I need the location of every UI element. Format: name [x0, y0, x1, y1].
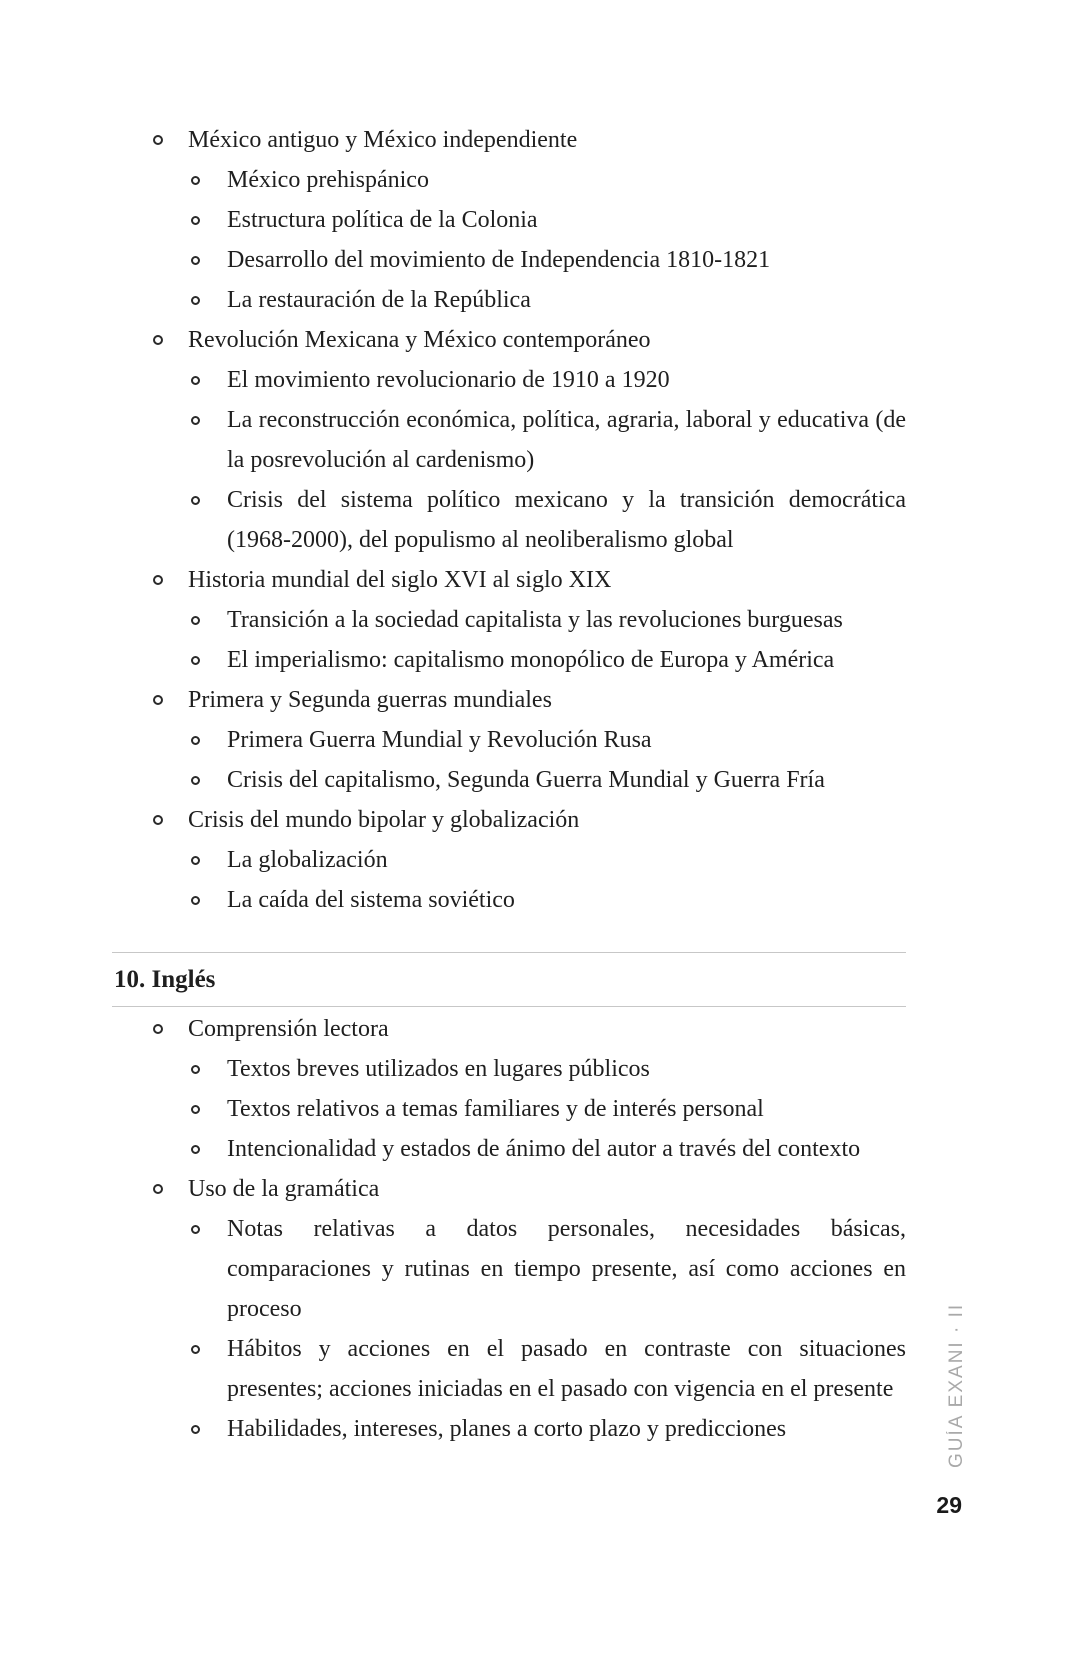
ring-bullet-icon — [191, 176, 200, 185]
topic-row — [112, 560, 906, 600]
subtopic-label: Intencionalidad y estados de ánimo del autor a través del contexto — [227, 1136, 861, 1162]
page-content — [112, 120, 906, 1449]
subtopic-label: Habilidades, intereses, planes a corto plazo y predicciones — [227, 1416, 787, 1442]
subtopic-label: La globalización — [227, 847, 388, 873]
subtopic-list — [112, 160, 906, 320]
subtopic-list — [112, 1049, 906, 1169]
subtopic-list — [112, 840, 906, 920]
subtopic-row — [112, 640, 906, 680]
ring-bullet-icon — [191, 616, 200, 625]
subtopic-list — [112, 600, 906, 680]
topic-label: Primera y Segunda guerras mundiales — [188, 687, 552, 713]
bullet-box — [112, 880, 227, 905]
subtopic-label: Textos breves utilizados en lugares públicos — [227, 1056, 650, 1082]
subtopic-row — [112, 400, 906, 480]
subtopic-row — [112, 1129, 906, 1169]
ring-bullet-icon — [191, 1345, 200, 1354]
ring-bullet-icon — [191, 736, 200, 745]
ring-bullet-icon — [191, 256, 200, 265]
subtopic-row — [112, 280, 906, 320]
ring-bullet-icon — [153, 1024, 163, 1034]
subtopic-label: La caída del sistema soviético — [227, 887, 515, 913]
ring-bullet-icon — [153, 1184, 163, 1194]
ring-bullet-icon — [191, 1225, 200, 1234]
subtopic-row — [112, 1049, 906, 1089]
topic-label: Uso de la gramática — [188, 1176, 380, 1202]
bullet-box — [112, 160, 227, 185]
topic-row — [112, 680, 906, 720]
topic-label: Crisis del mundo bipolar y globalización — [188, 807, 580, 833]
subtopic-row — [112, 600, 906, 640]
bullet-box — [112, 1049, 227, 1074]
bullet-box — [112, 840, 227, 865]
subtopic-label: Notas relativas a datos personales, necesidades básicas, comparaciones y rutinas en tiempo presente, así como acciones en proceso — [227, 1216, 906, 1322]
ring-bullet-icon — [153, 575, 163, 585]
bullet-box — [112, 240, 227, 265]
subtopic-row — [112, 840, 906, 880]
bullet-box — [112, 400, 227, 425]
subtopic-row — [112, 160, 906, 200]
subtopic-label: Crisis del capitalismo, Segunda Guerra Mundial y Guerra Fría — [227, 767, 825, 793]
topic-block — [112, 1169, 906, 1449]
topic-block — [112, 120, 906, 320]
ring-bullet-icon — [153, 135, 163, 145]
subtopic-row — [112, 480, 906, 560]
bullet-box — [112, 720, 227, 745]
subtopic-row — [112, 760, 906, 800]
topic-block — [112, 800, 906, 920]
subtopic-label: La reconstrucción económica, política, agraria, laboral y educativa (de la posrevolución al cardenismo) — [227, 407, 906, 473]
bullet-box — [112, 280, 227, 305]
bullet-box — [112, 320, 188, 345]
ring-bullet-icon — [191, 776, 200, 785]
subtopic-label: La restauración de la República — [227, 287, 531, 313]
topic-row — [112, 1169, 906, 1209]
subtopic-label: El movimiento revolucionario de 1910 a 1920 — [227, 367, 670, 393]
ring-bullet-icon — [191, 376, 200, 385]
bullet-box — [112, 560, 188, 585]
topic-block — [112, 560, 906, 680]
bullet-box — [112, 640, 227, 665]
subtopic-row — [112, 360, 906, 400]
side-label: GUÍA EXANI · II — [946, 1302, 967, 1468]
subtopic-row — [112, 240, 906, 280]
subtopic-list — [112, 360, 906, 560]
subtopic-row — [112, 1089, 906, 1129]
ring-bullet-icon — [153, 335, 163, 345]
bullet-box — [112, 360, 227, 385]
ring-bullet-icon — [191, 856, 200, 865]
topic-row — [112, 1009, 906, 1049]
topic-row — [112, 120, 906, 160]
topic-label: Historia mundial del siglo XVI al siglo XIX — [188, 567, 612, 593]
bullet-box — [112, 1169, 188, 1194]
ring-bullet-icon — [191, 1065, 200, 1074]
topic-label: México antiguo y México independiente — [188, 127, 578, 153]
subtopic-label: Textos relativos a temas familiares y de interés personal — [227, 1096, 764, 1122]
subtopic-label: Transición a la sociedad capitalista y las revoluciones burguesas — [227, 607, 843, 633]
ring-bullet-icon — [191, 416, 200, 425]
topic-label: Revolución Mexicana y México contemporáneo — [188, 327, 651, 353]
ring-bullet-icon — [191, 1425, 200, 1434]
bullet-box — [112, 1009, 188, 1034]
ring-bullet-icon — [153, 815, 163, 825]
bullet-box — [112, 1409, 227, 1434]
page-number: 29 — [936, 1492, 962, 1518]
ring-bullet-icon — [191, 296, 200, 305]
subtopic-label: Desarrollo del movimiento de Independencia 1810-1821 — [227, 247, 771, 273]
topic-row — [112, 320, 906, 360]
bullet-box — [112, 800, 188, 825]
ring-bullet-icon — [153, 695, 163, 705]
ring-bullet-icon — [191, 896, 200, 905]
subtopic-row — [112, 720, 906, 760]
subtopic-row — [112, 1409, 906, 1449]
subtopic-label: México prehispánico — [227, 167, 429, 193]
bullet-box — [112, 200, 227, 225]
subtopic-label: Estructura política de la Colonia — [227, 207, 538, 233]
topic-block — [112, 1009, 906, 1169]
bullet-box — [112, 120, 188, 145]
subtopic-row — [112, 880, 906, 920]
subtopic-label: Hábitos y acciones en el pasado en contraste con situaciones presentes; acciones iniciadas en el pasado con vigencia en el presente — [227, 1336, 906, 1402]
ring-bullet-icon — [191, 1145, 200, 1154]
bullet-box — [112, 760, 227, 785]
subtopic-row — [112, 1209, 906, 1329]
ring-bullet-icon — [191, 1105, 200, 1114]
topic-row — [112, 800, 906, 840]
subtopic-label: Crisis del sistema político mexicano y la transición democrática (1968-2000), del populismo al neoliberalismo global — [227, 487, 906, 553]
subtopic-label: El imperialismo: capitalismo monopólico de Europa y América — [227, 647, 835, 673]
ring-bullet-icon — [191, 656, 200, 665]
topic-block — [112, 320, 906, 560]
bullet-box — [112, 480, 227, 505]
bullet-box — [112, 1129, 227, 1154]
ring-bullet-icon — [191, 496, 200, 505]
bullet-box — [112, 1089, 227, 1114]
subtopic-label: Primera Guerra Mundial y Revolución Rusa — [227, 727, 652, 753]
subtopic-list — [112, 720, 906, 800]
topic-label: Comprensión lectora — [188, 1016, 389, 1042]
topic-block — [112, 680, 906, 800]
section-heading: 10. Inglés — [112, 952, 906, 1007]
bullet-box — [112, 1209, 227, 1234]
subtopic-row — [112, 1329, 906, 1409]
subtopic-row — [112, 200, 906, 240]
bullet-box — [112, 680, 188, 705]
bullet-box — [112, 600, 227, 625]
subtopic-list — [112, 1209, 906, 1449]
ring-bullet-icon — [191, 216, 200, 225]
bullet-box — [112, 1329, 227, 1354]
